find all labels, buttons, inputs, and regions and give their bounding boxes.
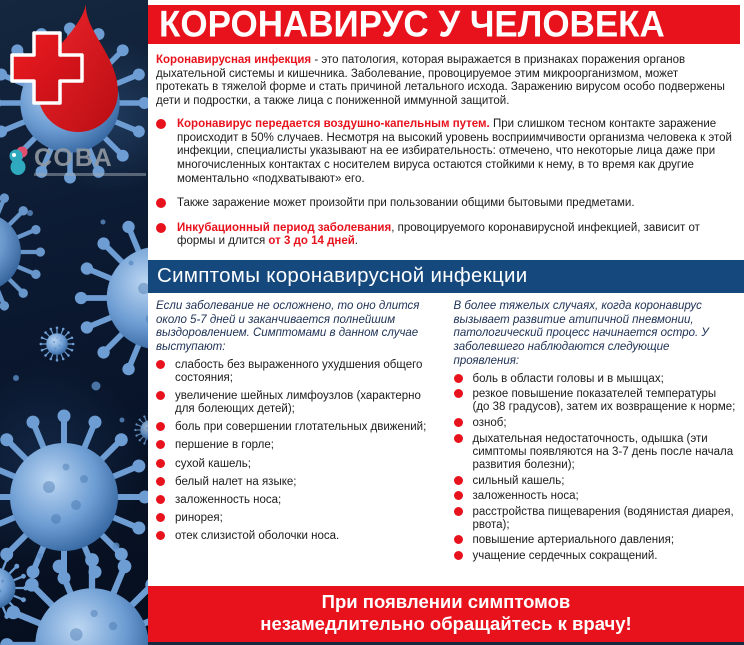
symptom-item: увеличение шейных лимфоузлов (характерно для болеющих детей); bbox=[156, 390, 439, 416]
footer-line-1: При появлении симптомов bbox=[321, 590, 571, 612]
bullet-icon bbox=[454, 507, 463, 516]
symptom-item: першение в горле; bbox=[156, 439, 439, 452]
brand-name: СОВА bbox=[34, 144, 114, 172]
bullet-icon bbox=[454, 374, 463, 383]
bullet-icon bbox=[454, 434, 463, 443]
bullet-icon bbox=[156, 440, 165, 449]
symptoms-columns bbox=[148, 293, 744, 566]
incubation-end: . bbox=[354, 235, 358, 248]
mild-column bbox=[156, 300, 439, 566]
symptom-item: заложенность носа; bbox=[156, 494, 439, 507]
symptom-item: белый налет на языке; bbox=[156, 476, 439, 489]
transmission-item bbox=[156, 197, 734, 211]
transmission-text: При слишком тесном контакте заражение происходит в 50% случаев. Несмотря на высокий уровень восприимчивости организма человека к этой инфекции, специалисты указывают на ее избирательность: отмечено, что некоторые лица даже при многочисленных контактах с носителем вируса остаются стойкими к нему, в то время как другие моментально «подхватывают» его. bbox=[177, 118, 732, 185]
symptom-item: слабость без выраженного ухудшения общего состояния; bbox=[156, 359, 439, 385]
mild-intro: Если заболевание не осложнено, то оно длится около 5-7 дней и заканчивается полнейшим выздоровлением. Симптомами в данном случае выступают: bbox=[156, 299, 420, 354]
symptom-item: озноб; bbox=[454, 417, 737, 430]
main-content bbox=[148, 0, 744, 645]
title-banner bbox=[148, 5, 740, 44]
owl-icon bbox=[7, 146, 31, 176]
bullet-icon bbox=[454, 551, 463, 560]
severe-symptoms-list bbox=[454, 373, 737, 563]
transmission-lead: Коронавирус передается воздушно-капельным путем. bbox=[177, 118, 490, 131]
bullet-icon bbox=[156, 495, 165, 504]
bullet-icon bbox=[156, 391, 165, 400]
symptom-item: отек слизистой оболочки носа. bbox=[156, 530, 439, 543]
bullet-icon bbox=[156, 119, 166, 129]
symptom-item: резкое повышение показателей температуры (до 38 градусов), затем их возвращение к норме; bbox=[454, 388, 737, 414]
symptom-item: сухой кашель; bbox=[156, 458, 439, 471]
symptoms-section-banner bbox=[148, 260, 744, 293]
incubation-text: , провоцируемого коронавирусной инфекцией, зависит от формы и длится bbox=[177, 221, 700, 248]
bullet-icon bbox=[454, 476, 463, 485]
intro-lead: Коронавирусная инфекция bbox=[156, 54, 312, 66]
bullet-icon bbox=[156, 360, 165, 369]
intro-paragraph bbox=[156, 54, 734, 108]
incubation-lead: Инкубационный период заболевания bbox=[177, 221, 392, 234]
transmission-list bbox=[156, 118, 734, 249]
symptom-item: боль в области головы и в мышцах; bbox=[454, 373, 737, 386]
page-title: КОРОНАВИРУС У ЧЕЛОВЕКА bbox=[159, 3, 665, 45]
bullet-icon bbox=[156, 459, 165, 468]
symptom-item: ринорея; bbox=[156, 512, 439, 525]
symptom-item: повышение артериального давления; bbox=[454, 534, 737, 547]
intro-text: - это патология, которая выражается в признаках поражения органов дыхательной системы и кишечника. Заболевание, провоцируемое этим микроорганизмом, может протекать в тяжелой форме и стать причиной летального исхода. Заражению вирусом особо подвержены дети и подростки, а также лица с пониженной иммунной защитой. bbox=[156, 54, 725, 107]
severe-intro: В более тяжелых случаях, когда коронавирус вызывает развитие атипичной пневмонии, патологический процесс начинается остро. У заболевшего наблюдаются следующие проявления: bbox=[453, 299, 709, 367]
bullet-icon bbox=[454, 418, 463, 427]
bullet-icon bbox=[454, 491, 463, 500]
footer-warning-banner bbox=[148, 586, 744, 642]
bullet-icon bbox=[156, 513, 165, 522]
bullet-icon bbox=[454, 389, 463, 398]
symptom-item: сильный кашель; bbox=[454, 475, 737, 488]
transmission-item bbox=[156, 118, 734, 186]
transmission-text: Также заражение может произойти при пользовании общими бытовыми предметами. bbox=[177, 197, 635, 210]
symptom-item: расстройства пищеварения (водянистая диарея, рвота); bbox=[454, 506, 737, 532]
bullet-icon bbox=[156, 422, 165, 431]
symptom-item: заложенность носа; bbox=[454, 490, 737, 503]
bullet-icon bbox=[156, 223, 166, 233]
symptoms-section-title: Симптомы коронавирусной инфекции bbox=[157, 264, 528, 288]
severe-column bbox=[454, 300, 737, 566]
sidebar-art bbox=[0, 0, 148, 645]
sova-logo bbox=[7, 146, 146, 176]
footer-line-2: незамедлительно обращайтесь к врачу! bbox=[260, 613, 632, 635]
bullet-icon bbox=[454, 535, 463, 544]
transmission-item bbox=[156, 222, 734, 249]
blood-drop-cross-emblem bbox=[0, 0, 148, 150]
brand-tagline-bar bbox=[34, 173, 146, 176]
symptom-item: дыхательная недостаточность, одышка (эти симптомы появляются на 3-7 день после начала развития болезни); bbox=[454, 433, 737, 472]
symptom-item: боль при совершении глотательных движений; bbox=[156, 421, 439, 434]
incubation-duration: от 3 до 14 дней bbox=[268, 235, 355, 248]
bullet-icon bbox=[156, 531, 165, 540]
symptom-item: учащение сердечных сокращений. bbox=[454, 550, 737, 563]
mild-symptoms-list bbox=[156, 359, 439, 543]
bullet-icon bbox=[156, 477, 165, 486]
bullet-icon bbox=[156, 198, 166, 208]
